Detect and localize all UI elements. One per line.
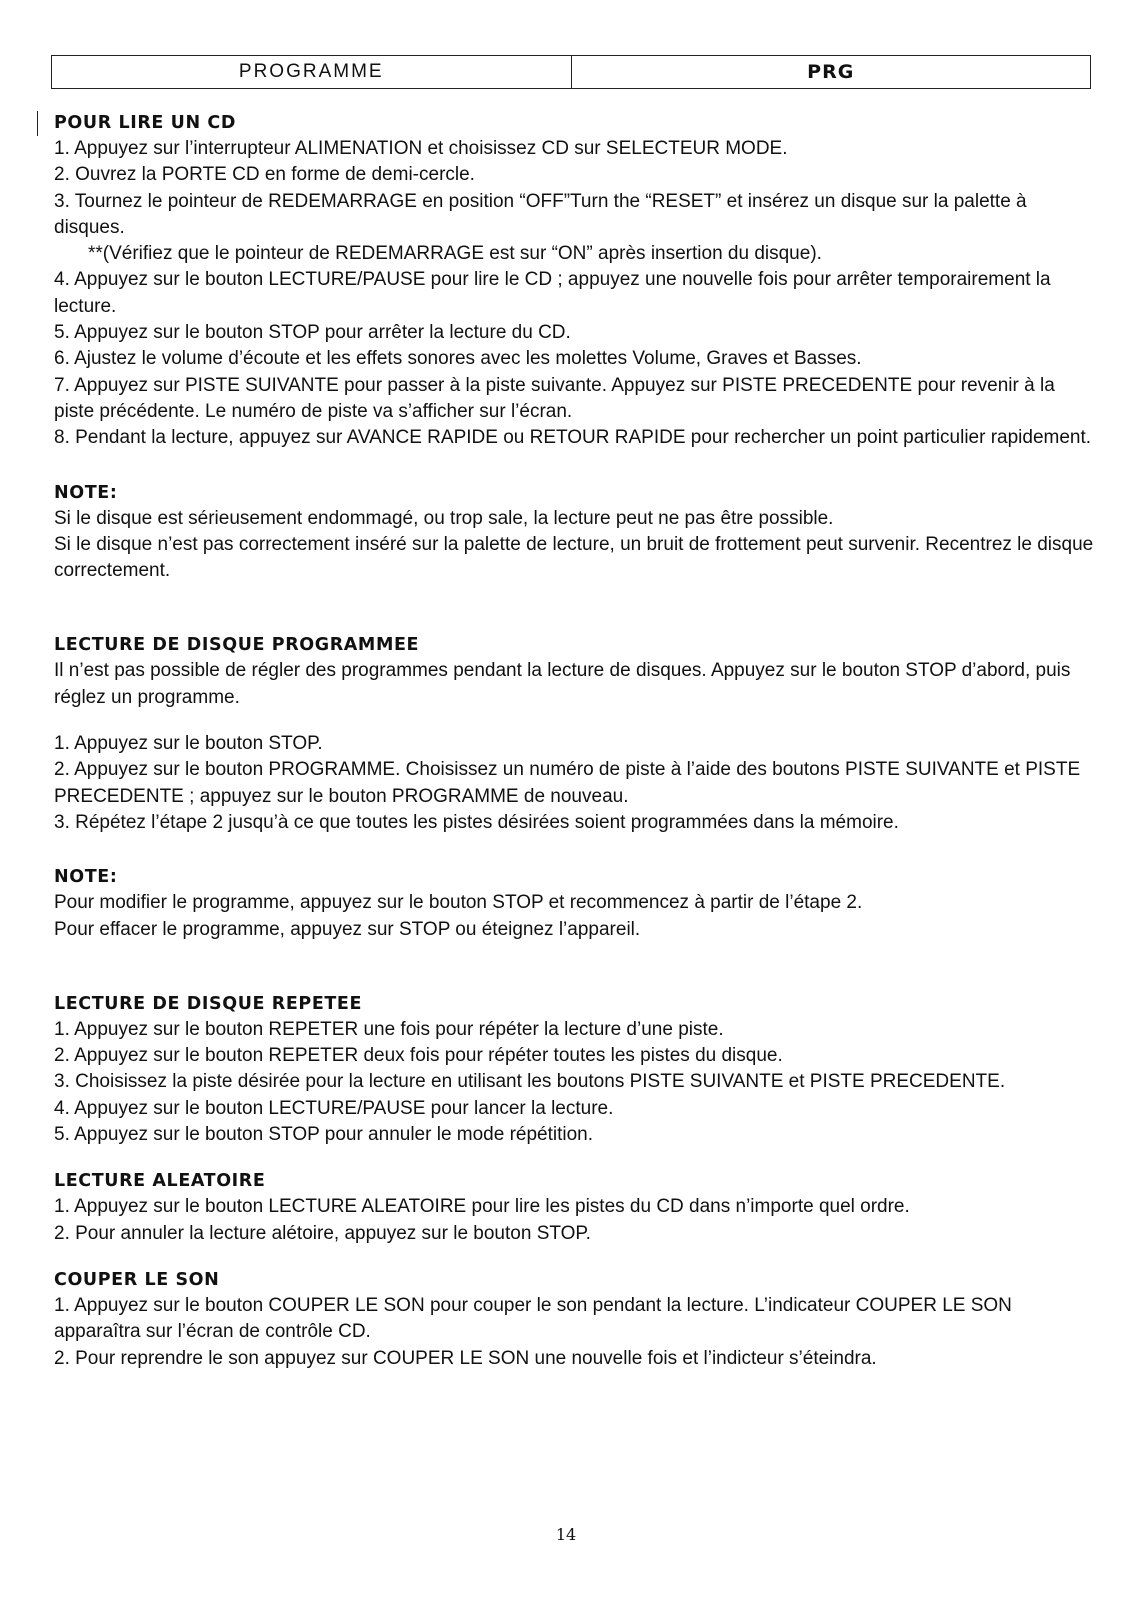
section-random: [54, 1168, 1094, 1247]
step-6: 6. Ajustez le volume d’écoute et les effets sonores avec les molettes Volume, Graves et Basses.: [54, 348, 862, 370]
step-1: 1. Appuyez sur le bouton STOP.: [54, 733, 323, 755]
step-1: 1. Appuyez sur le bouton REPETER une fois pour répéter la lecture d’une piste.: [54, 1018, 724, 1040]
header-table: [51, 55, 1091, 89]
section-programmed: [54, 632, 1094, 836]
step-1: 1. Appuyez sur l’interrupteur ALIMENATION et choisissez CD sur SELECTEUR MODE.: [54, 138, 788, 159]
step-3: 3. Répétez l’étape 2 jusqu’à ce que toutes les pistes désirées soient programmées dans la mémoire.: [54, 811, 899, 833]
note-title: NOTE:: [54, 482, 118, 503]
header-programme: PROGRAMME: [238, 61, 384, 82]
section-title: POUR LIRE UN CD: [54, 113, 236, 133]
step-5: 5. Appuyez sur le bouton STOP pour arrêter la lecture du CD.: [54, 322, 571, 344]
change-bar: [37, 111, 38, 136]
step-4: 4. Appuyez sur le bouton LECTURE/PAUSE pour lancer la lecture.: [54, 1097, 614, 1119]
section-play-cd: [54, 110, 1094, 452]
step-4: 4. Appuyez sur le bouton LECTURE/PAUSE pour lire le CD ; appuyez une nouvelle fois pour arrêter temporairement la lecture.: [54, 269, 1051, 317]
note-line-1: Pour modifier le programme, appuyez sur le bouton STOP et recommencez à partir de l’étape 2.: [54, 892, 863, 914]
step-3-note: **(Vérifiez que le pointeur de REDEMARRAGE est sur “ON” après insertion du disque).: [88, 243, 822, 265]
step-3: 3. Choisissez la piste désirée pour la lecture en utilisant les boutons PISTE SUIVANTE et PISTE PRECEDENTE.: [54, 1071, 1006, 1093]
section-mute: [54, 1267, 1094, 1372]
section-repeat: [54, 991, 1094, 1148]
note-line-2: Pour effacer le programme, appuyez sur STOP ou éteignez l’appareil.: [54, 918, 641, 940]
note-title: NOTE:: [54, 867, 118, 888]
section-title: LECTURE DE DISQUE PROGRAMMEE: [54, 635, 420, 656]
step-2: 2. Appuyez sur le bouton PROGRAMME. Choisissez un numéro de piste à l’aide des boutons PISTE SUIVANTE et PISTE PRECEDENTE ; appuyez sur le bouton PROGRAMME de nouveau.: [54, 759, 1081, 807]
step-1: 1. Appuyez sur le bouton LECTURE ALEATOIRE pour lire les pistes du CD dans n’importe quel ordre.: [54, 1196, 910, 1218]
section-title: LECTURE DE DISQUE REPETEE: [54, 993, 363, 1014]
intro-text: Il n’est pas possible de régler des programmes pendant la lecture de disques. Appuyez sur le bouton STOP d’abord, puis réglez un programme.: [54, 660, 1071, 708]
step-2: 2. Pour annuler la lecture alétoire, appuyez sur le bouton STOP.: [54, 1222, 591, 1244]
section-note-1: [54, 480, 1094, 585]
step-3: 3. Tournez le pointeur de REDEMARRAGE en position “OFF”Turn the “RESET” et insérez un disque sur la palette à disques.: [54, 190, 1027, 238]
step-2: 2. Appuyez sur le bouton REPETER deux fois pour répéter toutes les pistes du disque.: [54, 1045, 783, 1067]
step-1: 1. Appuyez sur le bouton COUPER LE SON pour couper le son pendant la lecture. L’indicateur COUPER LE SON apparaîtra sur l’écran de contrôle CD.: [54, 1294, 1012, 1343]
step-8: 8. Pendant la lecture, appuyez sur AVANCE RAPIDE ou RETOUR RAPIDE pour rechercher un point particulier rapidement.: [54, 427, 1092, 449]
step-5: 5. Appuyez sur le bouton STOP pour annuler le mode répétition.: [54, 1124, 594, 1146]
page-number: 14: [555, 1525, 577, 1544]
note-line-2: Si le disque n’est pas correctement inséré sur la palette de lecture, un bruit de frottement peut survenir. Recentrez le disque correctement.: [54, 533, 1094, 582]
step-7: 7. Appuyez sur PISTE SUIVANTE pour passer à la piste suivante. Appuyez sur PISTE PRECEDENTE pour revenir à la piste précédente. Le numéro de piste va s’afficher sur l’écran.: [54, 374, 1055, 422]
step-2: 2. Ouvrez la PORTE CD en forme de demi-cercle.: [54, 164, 475, 186]
note-line-1: Si le disque est sérieusement endommagé, ou trop sale, la lecture peut ne pas être possible.: [54, 507, 834, 529]
section-note-2: [54, 864, 1094, 943]
page-content: [54, 110, 1094, 1372]
header-prg: PRG: [571, 56, 1091, 88]
section-title: LECTURE ALEATOIRE: [54, 1171, 266, 1192]
step-2: 2. Pour reprendre le son appuyez sur COUPER LE SON une nouvelle fois et l’indicteur s’éteindra.: [54, 1347, 877, 1369]
section-title: COUPER LE SON: [54, 1269, 220, 1290]
